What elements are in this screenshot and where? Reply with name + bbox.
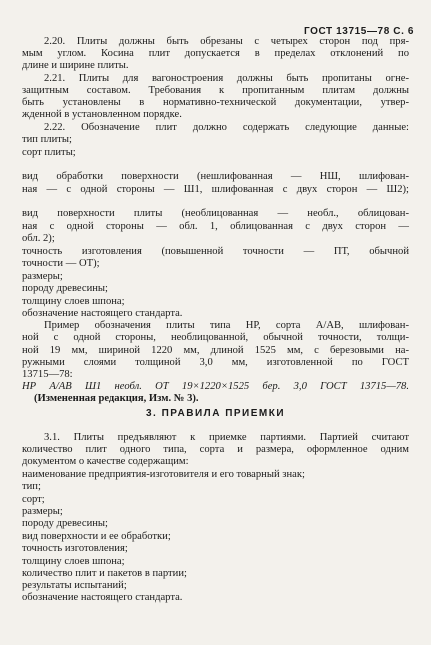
text-line: обозначение настоящего стандарта. (22, 592, 183, 603)
text-line: ная с одной стороны — обл. 1, облицованная с двух сторон — (22, 221, 409, 232)
text-line: точность изготовления; (22, 543, 128, 554)
text-line: породу древесины; (22, 518, 108, 529)
text-line: мым углом. Косина плит допускается в пределах отклонений по (22, 48, 409, 59)
text-line: вид обработки поверхности (нешлифованная — НШ, шлифован- (22, 171, 409, 182)
text-line: ной 19 мм, шириной 1220 мм, длиной 1525 мм, с березовыми на- (22, 345, 409, 356)
section-title: 3. ПРАВИЛА ПРИЕМКИ (145, 408, 286, 419)
text-line: ной с одной стороны, необлицованной, обычной точности, толщи- (22, 332, 409, 343)
text-line: тип; (22, 481, 41, 492)
text-line: точности — ОТ); (22, 258, 100, 269)
text-line: толщину слоев шпона; (22, 556, 125, 567)
text-line: вид поверхности плиты (необлицованная — необл., облицован- (22, 208, 409, 219)
text-line: породу древесины; (22, 283, 108, 294)
text-line: 13715—78: (22, 369, 73, 380)
text-line: тип плиты; (22, 134, 72, 145)
text-line: сорт; (22, 494, 45, 505)
text-line: ружными слоями толщиной 3,0 мм, изготовленной по ГОСТ (22, 357, 409, 368)
text-line: ная — с одной стороны — Ш1, шлифованная с двух сторон — Ш2); (22, 184, 409, 195)
text-line: 2.20. Плиты должны быть обрезаны с четырех сторон под пря- (44, 36, 409, 47)
text-line: результаты испытаний; (22, 580, 127, 591)
page-header: ГОСТ 13715—78 С. 6 (303, 26, 414, 37)
text-line: наименование предприятия-изготовителя и его товарный знак; (22, 469, 305, 480)
text-line: Пример обозначения плиты типа НР, сорта А/АВ, шлифован- (44, 320, 409, 331)
text-line: толщину слоев шпона; (22, 296, 125, 307)
text-line: обозначение настоящего стандарта. (22, 308, 183, 319)
text-line: обл. 2); (22, 233, 55, 244)
text-line: сорт плиты; (22, 147, 76, 158)
text-line: жденной в установленном порядке. (22, 109, 182, 120)
text-line: количество плит одного типа, сорта и размера, оформленное одним (22, 444, 409, 455)
text-line: 2.21. Плиты для вагоностроения должны быть пропитаны огне- (44, 73, 409, 84)
text-line: точность изготовления (повышенной точности — ПТ, обычной (22, 246, 409, 257)
text-line: быть установлены в нормативно-технической документации, утвер- (22, 97, 409, 108)
amendment-note: (Измененная редакция, Изм. № 3). (34, 393, 199, 404)
text-line: вид поверхности и ее обработки; (22, 531, 171, 542)
text-line: размеры; (22, 506, 63, 517)
text-line: длине и ширине плиты. (22, 60, 129, 71)
text-line: 2.22. Обозначение плит должно содержать следующие данные: (44, 122, 409, 133)
text-line: документом о качестве содержащим: (22, 456, 189, 467)
example-designation: НР А/АВ Ш1 необл. ОТ 19×1220×1525 бер. 3,0 ГОСТ 13715—78. (22, 381, 409, 392)
text-line: количество плит и пакетов в партии; (22, 568, 187, 579)
text-line: размеры; (22, 271, 63, 282)
text-line: 3.1. Плиты предъявляют к приемке партиями. Партией считают (44, 432, 409, 443)
text-line: защитным составом. Требования к пропитанным плитам должны (22, 85, 409, 96)
